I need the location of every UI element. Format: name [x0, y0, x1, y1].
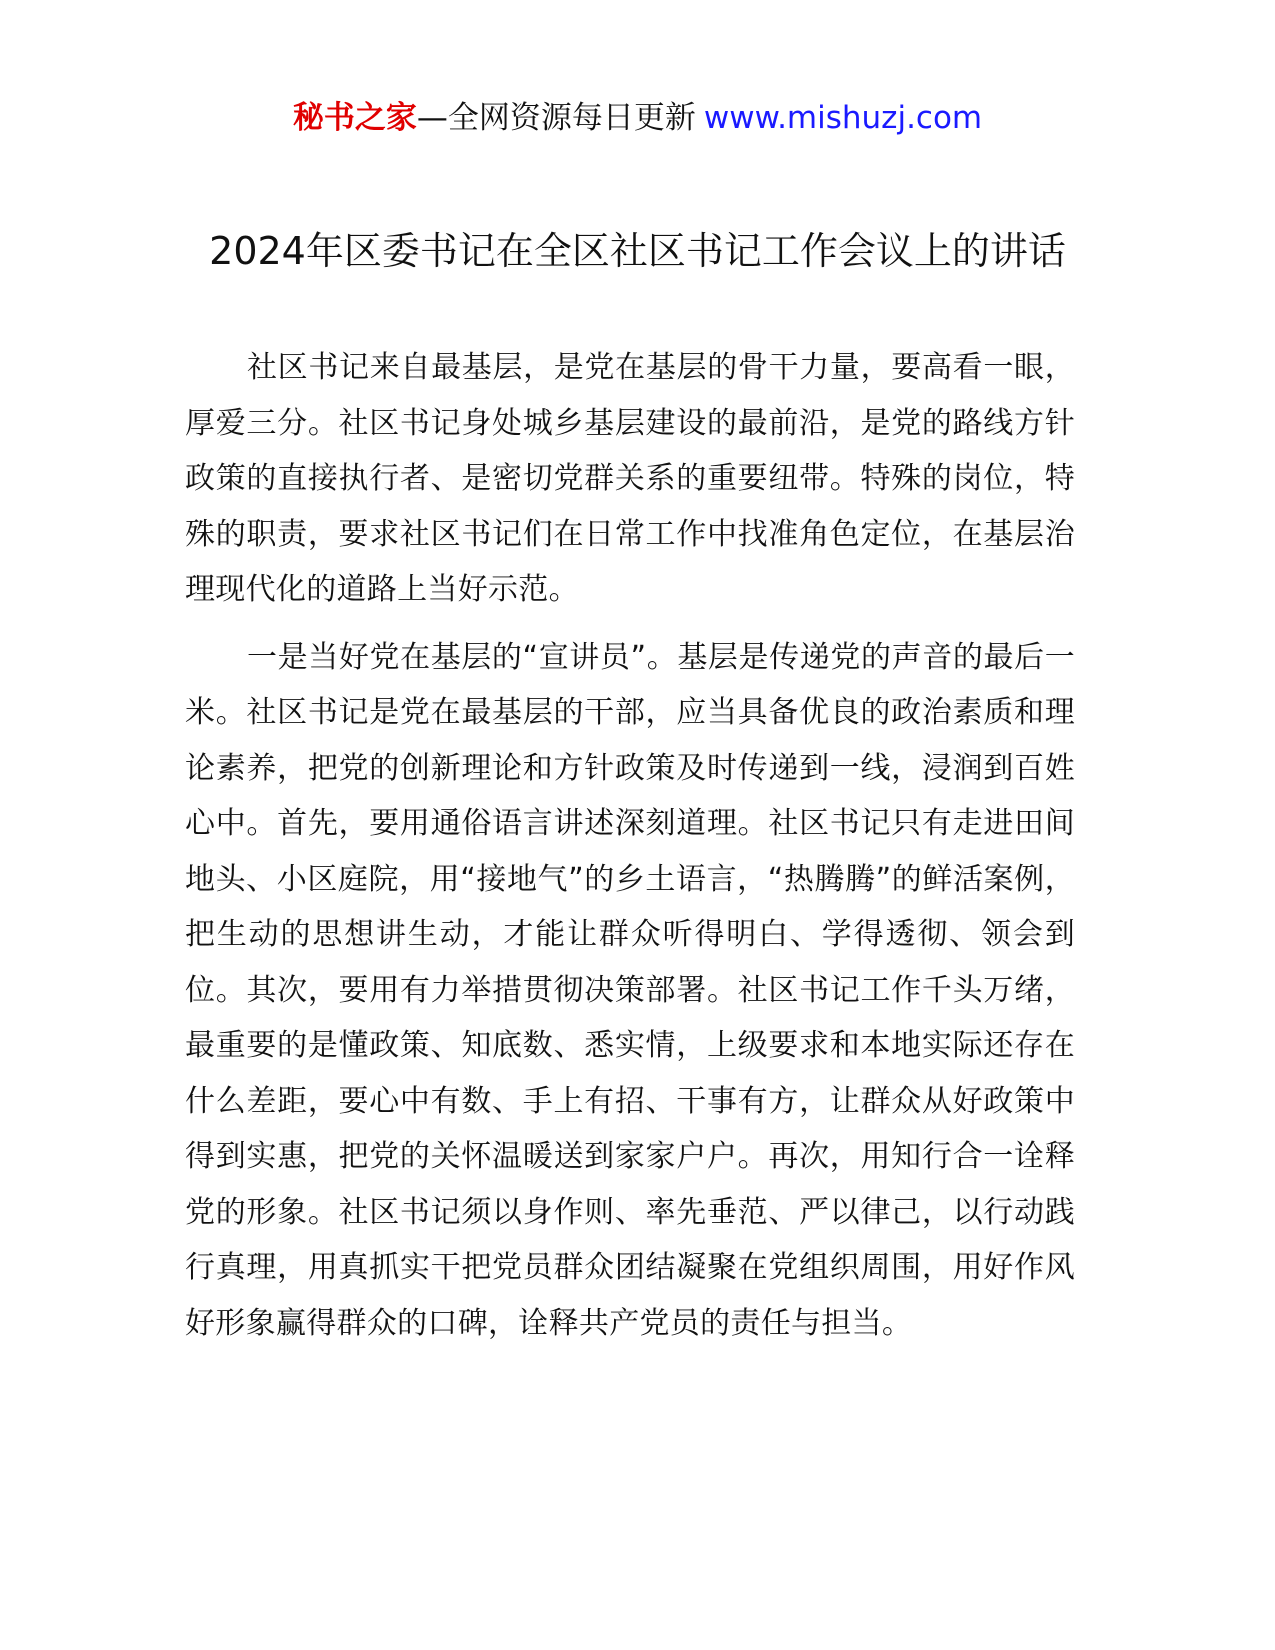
site-url[interactable]: www.mishuzj.com: [703, 100, 983, 136]
site-header: [0, 98, 1275, 138]
document-body: [185, 340, 1075, 1363]
site-brand: 秘书之家: [292, 100, 417, 136]
paragraph-intro: 社区书记来自最基层，是党在基层的骨干力量，要高看一眼，厚爱三分。社区书记身处城乡基层建设的最前沿，是党的路线方针政策的直接执行者、是密切党群关系的重要纽带。特殊的岗位，特殊的职责，要求社区书记们在日常工作中找准角色定位，在基层治理现代化的道路上当好示范。: [185, 350, 1075, 607]
site-slogan: —全网资源每日更新: [416, 100, 696, 136]
document-title: 2024年区委书记在全区社区书记工作会议上的讲话: [209, 229, 1066, 273]
paragraph-propagandist: 一是当好党在基层的“宣讲员”。基层是传递党的声音的最后一米。社区书记是党在最基层的干部，应当具备优良的政治素质和理论素养，把党的创新理论和方针政策及时传递到一线，浸润到百姓心中。首先，要用通俗语言讲述深刻道理。社区书记只有走进田间地头、小区庭院，用“接地气”的乡土语言，“热腾腾”的鲜活案例，把生动的思想讲生动，才能让群众听得明白、学得透彻、领会到位。其次，要用有力举措贯彻决策部署。社区书记工作千头万绪，最重要的是懂政策、知底数、悉实情，上级要求和本地实际还存在什么差距，要心中有数、手上有招、干事有方，让群众从好政策中得到实惠，把党的关怀温暖送到家家户户。再次，用知行合一诠释党的形象。社区书记须以身作则、率先垂范、严以律己，以行动践行真理，用真抓实干把党员群众团结凝聚在党组织周围，用好作风好形象赢得群众的口碑，诠释共产党员的责任与担当。: [185, 639, 1075, 1341]
